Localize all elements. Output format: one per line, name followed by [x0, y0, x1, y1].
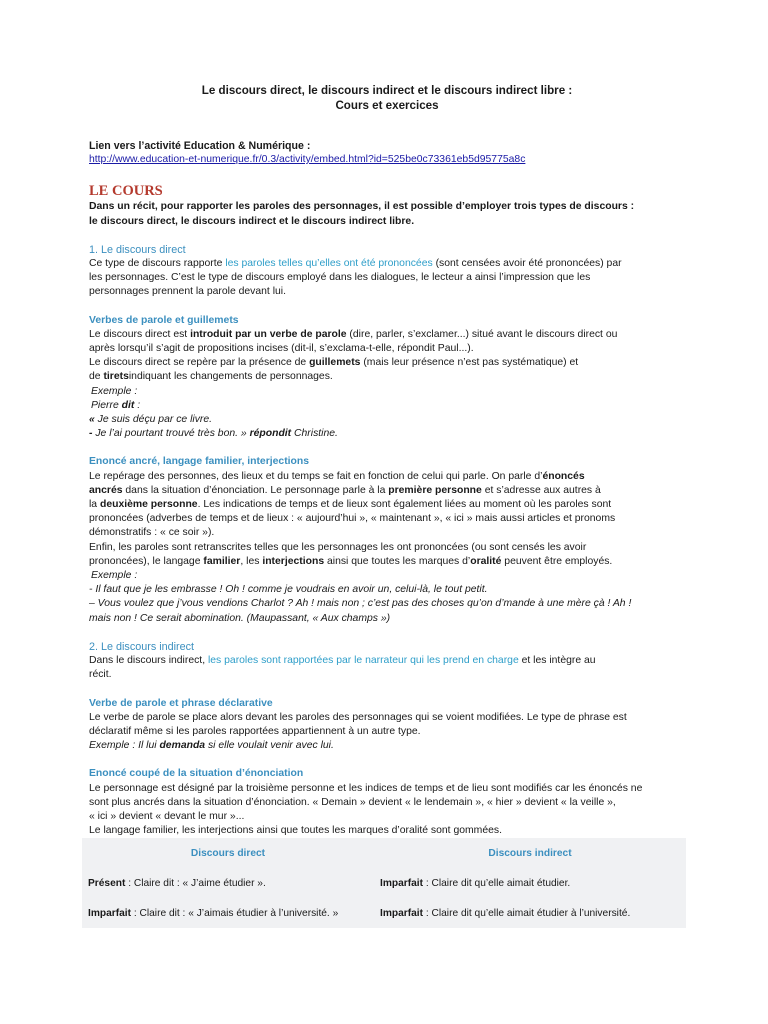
paragraph-line: après lorsqu’il s’agit de propositions incises (dit-il, s’exclama-t-elle, répondit Paul...). [89, 343, 474, 355]
paragraph-line: déclaratif même si les paroles rapportées appartiennent à un autre type. [89, 725, 421, 737]
example-label: Exemple : [91, 385, 138, 397]
paragraph-line: Ce type de discours rapporte les paroles telles qu’elles ont été prononcées (sont censées avoir été prononcées) par [89, 258, 622, 270]
paragraph-line: Le verbe de parole se place alors devant les paroles des personnages qui se voient modifiées. Le type de phrase est [89, 711, 627, 723]
paragraph-line: Dans le discours indirect, les paroles sont rapportées par le narrateur qui les prend en charge et les intègre au [89, 655, 596, 667]
paragraph-line: ancrés dans la situation d’énonciation. Le personnage parle à la première personne et s’adresse aux autres à [89, 484, 601, 496]
table-cell: Imparfait : Claire dit : « J’aimais étudier à l’université. » [88, 908, 339, 919]
section-heading-discours-direct: 1. Le discours direct [89, 243, 186, 256]
paragraph-line: Le repérage des personnes, des lieux et du temps se fait en fonction de celui qui parle. On parle d’énoncés [89, 470, 585, 482]
paragraph-line: prononcées), le langage familier, les interjections ainsi que toutes les marques d’oralité peuvent être employés. [89, 555, 613, 567]
table-cell: Imparfait : Claire dit qu’elle aimait étudier à l’université. [380, 908, 631, 919]
example-line: « Je suis déçu par ce livre. [89, 414, 213, 426]
intro-line: Dans un récit, pour rapporter les paroles des personnages, il est possible d’employer trois types de discours : [89, 201, 635, 213]
activity-link[interactable]: http://www.education-et-numerique.fr/0.3/activity/embed.html?id=525be0c73361eb5d95775a8c [89, 154, 526, 166]
comparison-table [82, 838, 686, 928]
paragraph-line: récit. [89, 669, 112, 681]
title-line-1: Le discours direct, le discours indirect et le discours indirect libre : [201, 84, 573, 97]
table-row [82, 899, 686, 928]
highlight-text: les paroles sont rapportées par le narrateur qui les prend en charge [207, 655, 519, 667]
intro-line: le discours direct, le discours indirect et le discours indirect libre. [89, 215, 415, 227]
paragraph-line: Le langage familier, les interjections ainsi que toutes les marques d’oralité sont gommées. [89, 825, 502, 837]
paragraph-line: Le personnage est désigné par la troisième personne et les indices de temps et de lieu sont modifiés car les énoncés ne [89, 782, 643, 794]
paragraph-line: sont plus ancrés dans la situation d’énonciation. « Demain » devient « le lendemain », « hier » devient « la veille », [89, 796, 616, 808]
subheading-verbe-de-parole: Verbe de parole et phrase déclarative [89, 697, 273, 709]
paragraph-line: les personnages. C’est le type de discours employé dans les dialogues, le lecteur a ainsi l’impression que les [89, 272, 591, 284]
paragraph-line: démonstratifs : « ce soir »). [89, 527, 215, 539]
paragraph-line: la deuxième personne. Les indications de temps et de lieux sont également liées au moment où les paroles sont [89, 499, 612, 511]
table-header-cell: Discours indirect [488, 847, 572, 859]
example-line: mais non ! Ce serait abomination. (Maupassant, « Aux champs ») [89, 612, 391, 624]
example-line: - Il faut que je les embrasse ! Oh ! comme je voudrais en avoir un, celui-là, le tout petit. [89, 584, 488, 596]
paragraph-line: personnages prennent la parole devant lui. [89, 286, 286, 298]
paragraph-line: prononcées (adverbes de temps et de lieux : « aujourd’hui », « maintenant », « ici » mais aussi articles et pronoms [89, 513, 616, 525]
paragraph-line: de tiretsindiquant les changements de personnages. [89, 371, 333, 383]
section-heading-discours-indirect: 2. Le discours indirect [89, 640, 195, 653]
highlight-text: les paroles telles qu’elles ont été prononcées [225, 258, 433, 270]
subheading-enonce-ancre: Enoncé ancré, langage familier, interjections [89, 456, 310, 468]
intro-paragraph [89, 200, 689, 228]
example-line: - Je l’ai pourtant trouvé très bon. » répondit Christine. [89, 428, 338, 440]
example-line: – Vous voulez que j’vous vendions Charlot ? Ah ! mais non ; c’est pas des choses qu’on d’mande à une mère çà ! Ah ! [89, 598, 632, 610]
title-line-2: Cours et exercices [335, 99, 439, 112]
document-page [89, 83, 689, 853]
example-label: Exemple : [91, 570, 138, 582]
table-row [82, 868, 686, 899]
cours-heading: LE COURS [89, 183, 163, 200]
paragraph-line: Le discours direct est introduit par un verbe de parole (dire, parler, s’exclamer...) situé avant le discours direct ou [89, 328, 618, 340]
link-label: Lien vers l’activité Education & Numérique : [89, 140, 311, 152]
table-cell: Présent : Claire dit : « J’aime étudier ». [88, 878, 266, 889]
table-header-cell: Discours direct [190, 847, 266, 859]
table-header-row [82, 838, 686, 868]
subheading-verbes-de-parole: Verbes de parole et guillemets [89, 314, 239, 326]
document-title [85, 83, 689, 113]
example-line: Exemple : Il lui demanda si elle voulait venir avec lui. [89, 740, 334, 752]
paragraph-line: Le discours direct se repère par la présence de guillemets (mais leur présence n’est pas systématique) et [89, 357, 579, 369]
subheading-enonce-coupe: Enoncé coupé de la situation d’énonciation [89, 768, 304, 780]
table-cell: Imparfait : Claire dit qu’elle aimait étudier. [380, 878, 571, 889]
paragraph-line: « ici » devient « devant le mur »... [89, 810, 245, 822]
example-line: Pierre dit : [91, 399, 141, 411]
paragraph-line: Enfin, les paroles sont retranscrites telles que les personnages les ont prononcées (ou sont censés les avoir [89, 541, 587, 553]
